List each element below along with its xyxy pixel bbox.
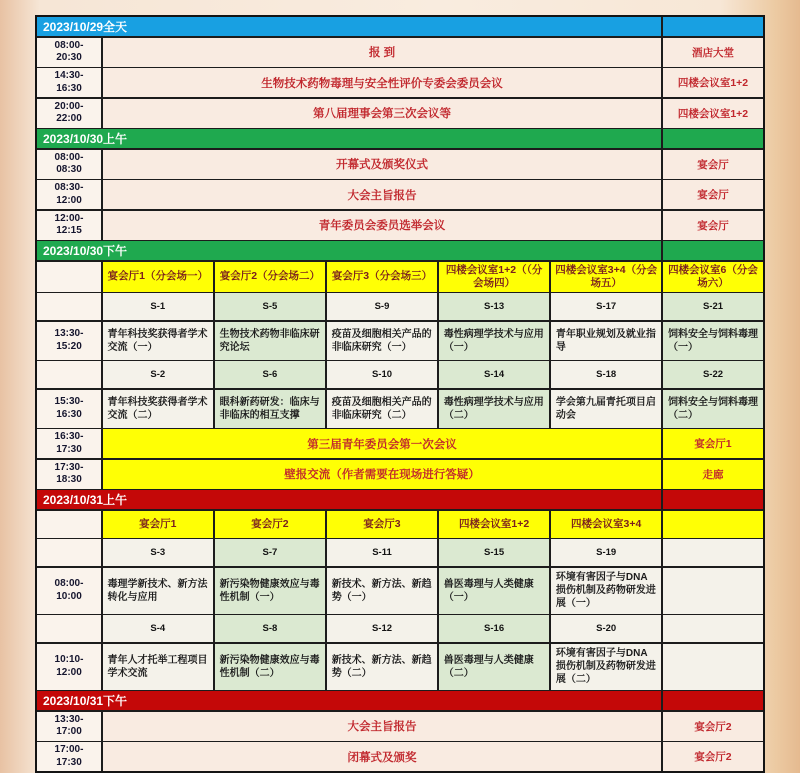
time-cell: 08:00-08:30 bbox=[37, 150, 101, 179]
session-cell: 环境有害因子与DNA损伤机制及药物研发进展（一） bbox=[551, 568, 662, 614]
venue-header: 宴会厅2 bbox=[215, 511, 326, 538]
session-code: S-10 bbox=[327, 361, 438, 388]
location-cell: 酒店大堂 bbox=[663, 38, 763, 67]
date-banner-end bbox=[663, 490, 763, 509]
session-code bbox=[663, 539, 763, 566]
session-code: S-6 bbox=[215, 361, 326, 388]
session-code: S-11 bbox=[327, 539, 438, 566]
session-code: S-13 bbox=[439, 293, 550, 320]
time-cell: 12:00-12:15 bbox=[37, 211, 101, 240]
session-cell: 青年科技奖获得者学术交流（二） bbox=[103, 390, 214, 428]
time-cell: 15:30-16:30 bbox=[37, 390, 101, 428]
location-cell: 宴会厅1 bbox=[663, 429, 763, 458]
session-cell: 青年人才托举工程项目学术交流 bbox=[103, 644, 214, 690]
session-cell: 青年职业规划及就业指导 bbox=[551, 322, 662, 360]
time-cell: 08:00-20:30 bbox=[37, 38, 101, 67]
session-code: S-2 bbox=[103, 361, 214, 388]
session-cell: 学会第九届青托项目启动会 bbox=[551, 390, 662, 428]
session-cell: 新污染物健康效应与毒性机制（一） bbox=[215, 568, 326, 614]
date-banner-end bbox=[663, 241, 763, 260]
session-cell: 饲料安全与饲料毒理（二） bbox=[663, 390, 763, 428]
location-cell: 宴会厅2 bbox=[663, 742, 763, 771]
venue-header: 宴会厅1 bbox=[103, 511, 214, 538]
time-cell: 13:30-15:20 bbox=[37, 322, 101, 360]
venue-header: 宴会厅2（分会场二） bbox=[215, 262, 326, 292]
event-cell: 生物技术药物毒理与安全性评价专委会委员会议 bbox=[103, 68, 662, 97]
session-code: S-17 bbox=[551, 293, 662, 320]
session-code: S-7 bbox=[215, 539, 326, 566]
time-cell: 13:30-17:00 bbox=[37, 712, 101, 741]
session-code: S-20 bbox=[551, 615, 662, 642]
location-cell: 宴会厅 bbox=[663, 150, 763, 179]
event-cell: 第八届理事会第三次会议等 bbox=[103, 99, 662, 128]
location-cell: 四楼会议室1+2 bbox=[663, 99, 763, 128]
date-banner-oct30pm: 2023/10/30下午 bbox=[37, 241, 661, 260]
location-cell: 宴会厅 bbox=[663, 180, 763, 209]
date-banner-oct31am: 2023/10/31上午 bbox=[37, 490, 661, 509]
time-cell: 20:00-22:00 bbox=[37, 99, 101, 128]
venue-header bbox=[663, 511, 763, 538]
session-code: S-18 bbox=[551, 361, 662, 388]
event-cell: 报 到 bbox=[103, 38, 662, 67]
date-banner-end bbox=[663, 691, 763, 710]
corner-cell bbox=[37, 262, 101, 292]
session-cell: 新技术、新方法、新趋势（二） bbox=[327, 644, 438, 690]
session-code: S-22 bbox=[663, 361, 763, 388]
session-code: S-14 bbox=[439, 361, 550, 388]
location-cell: 宴会厅2 bbox=[663, 712, 763, 741]
time-cell: 16:30-17:30 bbox=[37, 429, 101, 458]
location-cell: 四楼会议室1+2 bbox=[663, 68, 763, 97]
date-banner-oct30am: 2023/10/30上午 bbox=[37, 129, 661, 148]
time-cell bbox=[37, 615, 101, 642]
session-code: S-8 bbox=[215, 615, 326, 642]
session-code: S-1 bbox=[103, 293, 214, 320]
session-cell: 疫苗及细胞相关产品的非临床研究（一） bbox=[327, 322, 438, 360]
session-code: S-4 bbox=[103, 615, 214, 642]
venue-header: 宴会厅3 bbox=[327, 511, 438, 538]
venue-header: 宴会厅3（分会场三） bbox=[327, 262, 438, 292]
session-cell: 毒性病理学技术与应用（一） bbox=[439, 322, 550, 360]
session-cell: 新污染物健康效应与毒性机制（二） bbox=[215, 644, 326, 690]
session-cell: 新技术、新方法、新趋势（一） bbox=[327, 568, 438, 614]
session-cell: 青年科技奖获得者学术交流（一） bbox=[103, 322, 214, 360]
location-cell: 宴会厅 bbox=[663, 211, 763, 240]
event-cell: 青年委员会委员选举会议 bbox=[103, 211, 662, 240]
time-cell bbox=[37, 361, 101, 388]
conference-schedule-table bbox=[35, 15, 765, 773]
date-banner-end bbox=[663, 17, 763, 36]
event-cell: 开幕式及颁奖仪式 bbox=[103, 150, 662, 179]
session-code bbox=[663, 615, 763, 642]
session-code: S-5 bbox=[215, 293, 326, 320]
time-cell: 08:30-12:00 bbox=[37, 180, 101, 209]
session-code: S-12 bbox=[327, 615, 438, 642]
session-cell: 兽医毒理与人类健康（一） bbox=[439, 568, 550, 614]
time-cell: 17:00-17:30 bbox=[37, 742, 101, 771]
date-banner-oct29: 2023/10/29全天 bbox=[37, 17, 661, 36]
location-cell: 走廊 bbox=[663, 460, 763, 489]
session-cell: 疫苗及细胞相关产品的非临床研究（二） bbox=[327, 390, 438, 428]
session-cell bbox=[663, 568, 763, 614]
time-cell: 17:30-18:30 bbox=[37, 460, 101, 489]
session-cell: 眼科新药研发：临床与非临床的相互支撑 bbox=[215, 390, 326, 428]
session-cell: 生物技术药物非临床研究论坛 bbox=[215, 322, 326, 360]
venue-header: 四楼会议室1+2 bbox=[439, 511, 550, 538]
session-cell: 环境有害因子与DNA损伤机制及药物研发进展（二） bbox=[551, 644, 662, 690]
venue-header: 四楼会议室3+4（分会场五） bbox=[551, 262, 662, 292]
time-cell bbox=[37, 539, 101, 566]
session-cell: 毒性病理学技术与应用（二） bbox=[439, 390, 550, 428]
date-banner-oct31pm: 2023/10/31下午 bbox=[37, 691, 661, 710]
session-code: S-9 bbox=[327, 293, 438, 320]
session-code: S-3 bbox=[103, 539, 214, 566]
session-cell: 兽医毒理与人类健康（二） bbox=[439, 644, 550, 690]
venue-header: 宴会厅1（分会场一） bbox=[103, 262, 214, 292]
session-code: S-15 bbox=[439, 539, 550, 566]
venue-header: 四楼会议室1+2（（分会场四） bbox=[439, 262, 550, 292]
time-cell: 08:00-10:00 bbox=[37, 568, 101, 614]
session-code: S-19 bbox=[551, 539, 662, 566]
session-code: S-21 bbox=[663, 293, 763, 320]
time-cell: 14:30-16:30 bbox=[37, 68, 101, 97]
time-cell: 10:10-12:00 bbox=[37, 644, 101, 690]
venue-header: 四楼会议室6（分会场六） bbox=[663, 262, 763, 292]
date-banner-end bbox=[663, 129, 763, 148]
event-cell: 壁报交流（作者需要在现场进行答疑） bbox=[103, 460, 662, 489]
event-cell: 闭幕式及颁奖 bbox=[103, 742, 662, 771]
venue-header: 四楼会议室3+4 bbox=[551, 511, 662, 538]
session-cell: 毒理学新技术、新方法转化与应用 bbox=[103, 568, 214, 614]
session-cell: 饲料安全与饲料毒理（一） bbox=[663, 322, 763, 360]
event-cell: 大会主旨报告 bbox=[103, 180, 662, 209]
time-cell bbox=[37, 293, 101, 320]
corner-cell bbox=[37, 511, 101, 538]
session-code: S-16 bbox=[439, 615, 550, 642]
session-cell bbox=[663, 644, 763, 690]
event-cell: 第三届青年委员会第一次会议 bbox=[103, 429, 662, 458]
event-cell: 大会主旨报告 bbox=[103, 712, 662, 741]
